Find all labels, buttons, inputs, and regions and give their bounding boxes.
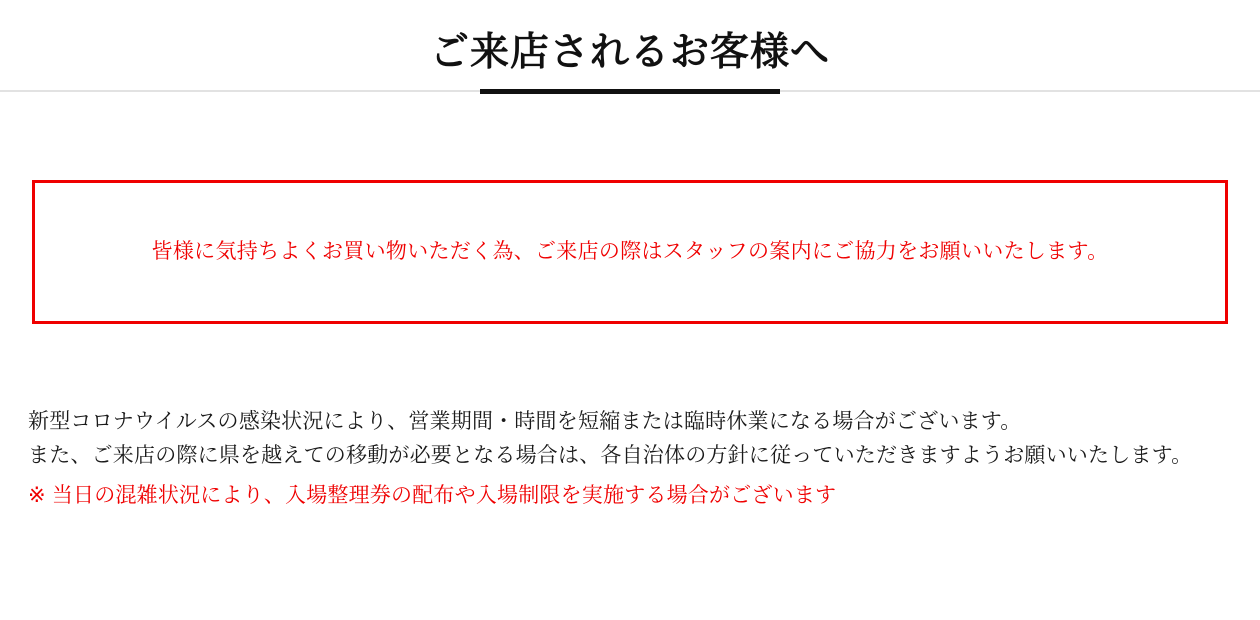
title-underline-accent xyxy=(480,89,780,94)
page-title: ご来店されるお客様へ xyxy=(429,31,830,74)
notice-text: 皆様に気持ちよくお買い物いただく為、ご来店の際はスタッフの案内にご協力をお願いいたします。 xyxy=(151,240,1109,264)
page-header xyxy=(0,0,1260,92)
notice-box xyxy=(32,180,1228,324)
body-text-block xyxy=(28,405,1228,513)
body-alert-note: ※ 当日の混雑状況により、入場整理券の配布や入場制限を実施する場合がございます xyxy=(28,484,837,508)
body-paragraph-1: 新型コロナウイルスの感染状況により、営業期間・時間を短縮または臨時休業になる場合がございます。 xyxy=(28,410,1022,433)
body-paragraph-2: また、ご来店の際に県を越えての移動が必要となる場合は、各自治体の方針に従っていただきますようお願いいたします。 xyxy=(28,444,1193,468)
